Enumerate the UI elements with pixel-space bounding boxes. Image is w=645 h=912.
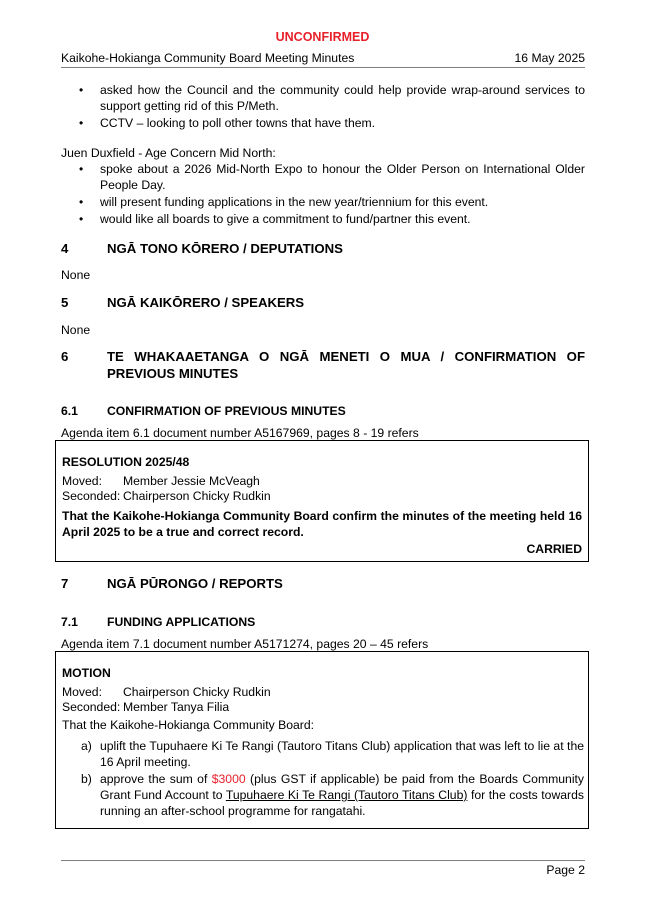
section-7-1-agenda: Agenda item 7.1 document number A5171274, pages 20 – 45 refers <box>61 637 429 651</box>
moved-label: Moved: <box>62 685 102 699</box>
section-title: NGĀ KAIKŌRERO / SPEAKERS <box>107 295 305 310</box>
list-item <box>62 738 584 770</box>
seconded-label: Seconded: <box>62 700 121 714</box>
seconded-value: Chairperson Chicky Rudkin <box>123 489 271 503</box>
section-title: CONFIRMATION OF PREVIOUS MINUTES <box>107 404 346 418</box>
section-title: NGĀ PŪRONGO / REPORTS <box>107 576 283 591</box>
section-title: TE WHAKAAETANGA O NGĀ MENETI O MUA / CONFIRMATION OF PREVIOUS MINUTES <box>107 349 585 381</box>
speaker-bullet-list <box>61 161 585 228</box>
section-number: 4 <box>61 241 69 256</box>
page-number: Page 2 <box>546 863 585 877</box>
section-number: 6.1 <box>61 404 78 418</box>
page-header <box>61 51 585 65</box>
item-text-pre: approve the sum of <box>100 772 212 786</box>
resolution-moved <box>62 474 260 489</box>
section-number: 6 <box>61 349 69 364</box>
moved-value: Member Jessie McVeagh <box>123 474 260 488</box>
list-item <box>62 771 584 819</box>
section-title: FUNDING APPLICATIONS <box>107 615 256 629</box>
footer-divider <box>61 860 585 861</box>
section-number: 7 <box>61 576 69 591</box>
header-divider <box>61 67 585 68</box>
seconded-label: Seconded: <box>62 489 121 503</box>
header-title: Kaikohe-Hokianga Community Board Meeting Minutes <box>61 51 355 65</box>
moved-value: Chairperson Chicky Rudkin <box>123 685 271 699</box>
section-title: NGĀ TONO KŌRERO / DEPUTATIONS <box>107 241 343 256</box>
resolution-status: CARRIED <box>526 542 582 556</box>
organisation-name: Tupuhaere Ki Te Rangi (Tautoro Titans Club) <box>225 788 468 802</box>
section-number: 7.1 <box>61 615 78 629</box>
motion-items <box>62 738 584 820</box>
motion-intro: That the Kaikohe-Hokianga Community Board: <box>62 718 315 732</box>
section-number: 5 <box>61 295 69 310</box>
list-item: • asked how the Council and the community could help provide wrap-around services to support getting rid of this P/Meth. <box>61 82 585 114</box>
motion-heading: MOTION <box>62 666 111 680</box>
top-bullet-list <box>61 82 585 132</box>
motion-seconded <box>62 700 229 715</box>
motion-moved <box>62 685 271 700</box>
resolution-box <box>55 440 589 562</box>
speaker-intro: Juen Duxfield - Age Concern Mid North: <box>61 146 276 160</box>
unconfirmed-watermark: UNCONFIRMED <box>275 30 370 44</box>
resolution-text: That the Kaikohe-Hokianga Community Board confirm the minutes of the meeting held 16 April 2025 to be a true and correct record. <box>62 509 582 539</box>
item-text: uplift the Tupuhaere Ki Te Rangi (Tautoro Titans Club) application that was left to lie at the 16 April meeting. <box>100 739 584 769</box>
section-4-body: None <box>61 268 91 282</box>
list-item: • CCTV – looking to poll other towns that have them. <box>61 115 585 131</box>
item-text-post: for the costs towards running an after-school programme for rangatahi. <box>100 788 584 818</box>
section-5-body: None <box>61 323 91 337</box>
seconded-value: Member Tanya Filia <box>123 700 230 714</box>
section-6-1-agenda: Agenda item 6.1 document number A5167969, pages 8 - 19 refers <box>61 426 419 440</box>
list-item: • would like all boards to give a commitment to fund/partner this event. <box>61 211 585 227</box>
list-item: • spoke about a 2026 Mid-North Expo to honour the Older Person on International Older People Day. <box>61 161 585 193</box>
moved-label: Moved: <box>62 474 102 488</box>
resolution-seconded <box>62 489 271 504</box>
grant-amount: $3000 <box>211 772 246 786</box>
header-date: 16 May 2025 <box>514 51 585 65</box>
item-text-mid: (plus GST if applicable) be paid from the Boards Community Grant Fund Account to <box>100 772 585 802</box>
item-marker: a) <box>81 739 92 753</box>
list-item: • will present funding applications in the new year/triennium for this event. <box>61 194 585 210</box>
resolution-heading: RESOLUTION 2025/48 <box>62 455 190 469</box>
item-marker: b) <box>81 772 92 786</box>
motion-box <box>55 651 589 829</box>
